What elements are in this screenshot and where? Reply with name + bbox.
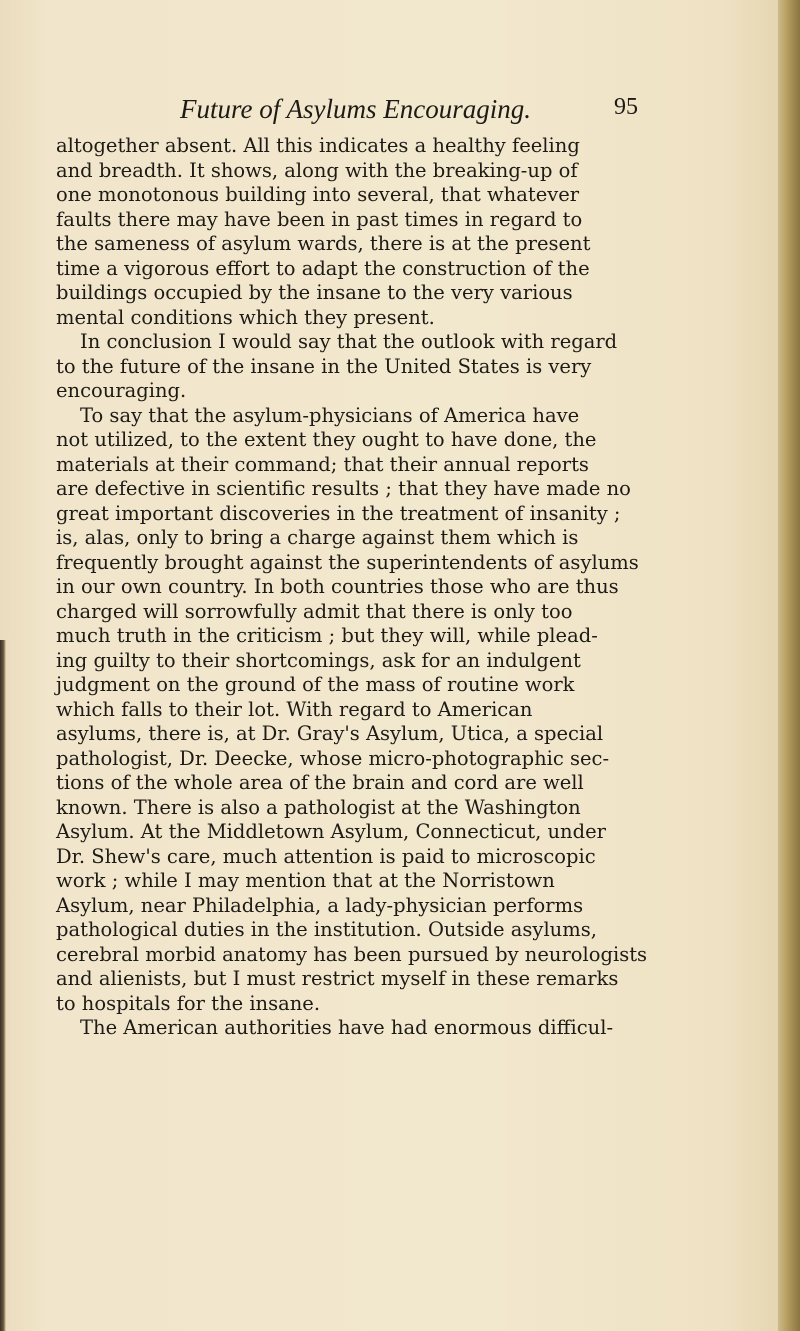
- text-line: charged will sorrowfully admit that there is only too: [56, 599, 573, 623]
- text-line: altogether absent. All this indicates a healthy feeling: [56, 134, 580, 157]
- text-line: pathological duties in the institution. Outside asylums,: [56, 918, 597, 941]
- text-line: materials at their command; that their annual reports: [56, 452, 589, 476]
- text-line: known. There is also a pathologist at the Washington: [56, 795, 581, 819]
- page-gutter: [778, 0, 800, 1331]
- text-line: which falls to their lot. With regard to American: [56, 697, 533, 721]
- text-line: one monotonous building into several, that whatever: [56, 183, 580, 206]
- text-line: tions of the whole area of the brain and cord are well: [56, 771, 584, 794]
- text-line: In conclusion I would say that the outlook with regard: [80, 330, 618, 353]
- text-line: work ; while I may mention that at the Norristown: [56, 869, 555, 892]
- page-number: 95: [614, 94, 638, 120]
- text-line: buildings occupied by the insane to the very various: [56, 281, 573, 304]
- text-line: and alienists, but I must restrict myself in these remarks: [56, 967, 619, 990]
- text-line: is, alas, only to bring a charge against them which is: [56, 526, 579, 549]
- text-line: frequently brought against the superintendents of asylums: [56, 550, 639, 574]
- text-line: are defective in scientific results ; that they have made no: [56, 477, 631, 500]
- text-line: To say that the asylum-physicians of America have: [80, 403, 580, 427]
- text-line: and breadth. It shows, along with the breaking-up of: [56, 158, 578, 182]
- text-line: pathologist, Dr. Deecke, whose micro-photographic sec-: [56, 746, 610, 770]
- text-line: great important discoveries in the treatment of insanity ;: [56, 501, 621, 525]
- text-line: mental conditions which they present.: [56, 305, 435, 329]
- text-line: Asylum. At the Middletown Asylum, Connecticut, under: [56, 820, 606, 843]
- text-line: cerebral morbid anatomy has been pursued by neurologists: [56, 942, 648, 966]
- page-header: [56, 94, 776, 134]
- text-line: asylums, there is, at Dr. Gray's Asylum, Utica, a special: [56, 722, 604, 745]
- text-line: The American authorities have had enormous difficul-: [80, 1016, 614, 1039]
- text-line: time a vigorous effort to adapt the construction of the: [56, 256, 590, 280]
- text-line: encouraging.: [56, 379, 187, 402]
- text-line: the sameness of asylum wards, there is at the present: [56, 232, 591, 255]
- text-line: ing guilty to their shortcomings, ask for an indulgent: [56, 648, 581, 672]
- text-line: to hospitals for the insane.: [56, 991, 321, 1015]
- body-text: [56, 134, 776, 1041]
- text-line: Dr. Shew's care, much attention is paid to microscopic: [56, 844, 596, 868]
- text-line: not utilized, to the extent they ought to have done, the: [56, 428, 597, 451]
- text-line: to the future of the insane in the United States is very: [56, 354, 592, 378]
- running-head: Future of Asylums Encouraging.: [180, 94, 531, 124]
- text-line: faults there may have been in past times in regard to: [56, 207, 583, 231]
- page-edge-shadow: [0, 640, 6, 1331]
- text-line: much truth in the criticism ; but they will, while plead-: [56, 624, 598, 647]
- text-line: judgment on the ground of the mass of routine work: [56, 673, 575, 696]
- text-line: in our own country. In both countries those who are thus: [56, 575, 619, 598]
- text-line: Asylum, near Philadelphia, a lady-physician performs: [56, 893, 584, 917]
